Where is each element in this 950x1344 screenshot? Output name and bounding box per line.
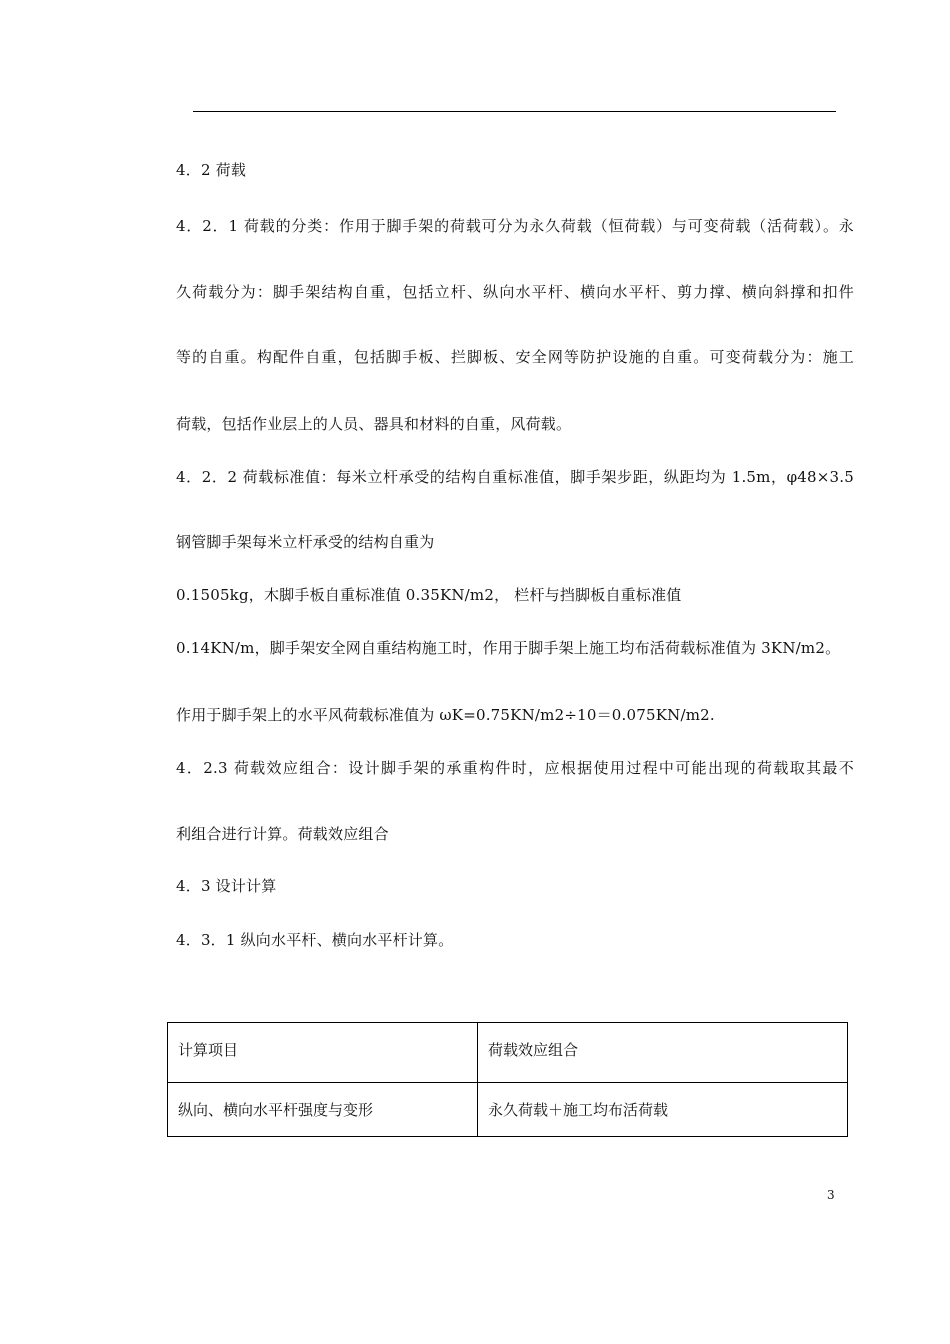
- table-cell: 纵向、横向水平杆强度与变形: [168, 1083, 478, 1137]
- section-4-2-1-line-3: 等的自重。构配件自重，包括脚手板、拦脚板、安全网等防护设施的自重。可变荷载分为：施工: [176, 348, 854, 366]
- section-4-2-2-line-3: 0.1505kg，木脚手板自重标准值 0.35KN/m2， 栏杆与挡脚板自重标准值: [176, 586, 682, 604]
- table-header-row: [168, 1023, 848, 1083]
- section-4-2-1-line-4: 荷载，包括作业层上的人员、器具和材料的自重，风荷载。: [176, 415, 572, 433]
- section-4-2-3-line-2: 利组合进行计算。荷载效应组合: [176, 825, 389, 843]
- table-header-cell: 计算项目: [168, 1023, 478, 1083]
- table-cell: 永久荷载＋施工均布活荷载: [478, 1083, 848, 1137]
- load-combination-table: [167, 1022, 848, 1137]
- table-row: [168, 1083, 848, 1137]
- section-4-2-title: 4．2 荷载: [176, 161, 247, 179]
- section-4-2-1-line-1: 4．2．1 荷载的分类：作用于脚手架的荷载可分为永久荷载（恒荷载）与可变荷载（活荷载）。永: [176, 217, 854, 235]
- section-4-2-2-line-4: 0.14KN/m，脚手架安全网自重结构施工时，作用于脚手架上施工均布活荷载标准值为 3KN/m2。: [176, 639, 841, 657]
- section-4-3-title: 4．3 设计计算: [176, 877, 277, 895]
- section-4-2-3-line-1: 4．2.3 荷载效应组合：设计脚手架的承重构件时，应根据使用过程中可能出现的荷载取其最不: [176, 759, 854, 777]
- section-4-2-2-line-1: 4．2．2 荷载标准值：每米立杆承受的结构自重标准值，脚手架步距，纵距均为 1.5m，φ48×3.5: [176, 468, 854, 486]
- section-4-2-2-line-2: 钢管脚手架每米立杆承受的结构自重为: [176, 533, 435, 551]
- section-4-3-1-title: 4．3．1 纵向水平杆、横向水平杆计算。: [176, 931, 454, 949]
- section-4-2-1-line-2: 久荷载分为：脚手架结构自重，包括立杆、纵向水平杆、横向水平杆、剪力撑、横向斜撑和扣件: [176, 283, 854, 301]
- table-header-cell: 荷载效应组合: [478, 1023, 848, 1083]
- header-rule: [193, 111, 836, 112]
- section-4-2-2-line-5: 作用于脚手架上的水平风荷载标准值为 ωK=0.75KN/m2÷10＝0.075KN/m2.: [176, 706, 715, 724]
- page-number: 3: [827, 1188, 835, 1202]
